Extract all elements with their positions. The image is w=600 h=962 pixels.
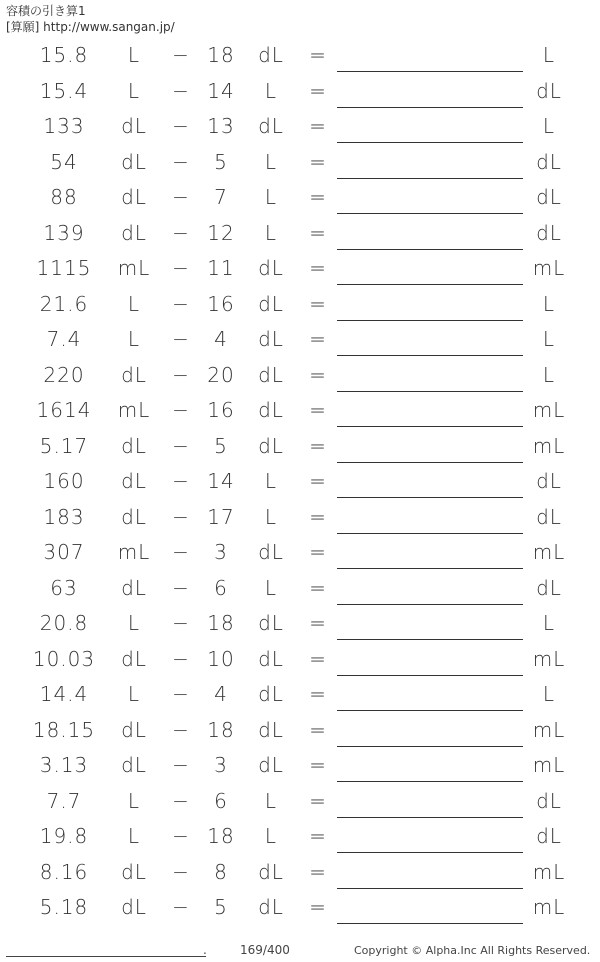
first-quantity: 5.17 — [39, 433, 89, 458]
second-unit: L — [264, 824, 278, 848]
minus-sign: − — [172, 682, 190, 706]
second-unit: dL — [258, 433, 284, 458]
second-unit: L — [264, 220, 278, 245]
second-unit: L — [264, 469, 278, 493]
first-unit: dL — [121, 433, 147, 458]
second-unit: dL — [258, 114, 284, 138]
second-quantity: 5 — [214, 149, 228, 174]
problem-row — [0, 287, 600, 323]
second-unit: dL — [258, 859, 284, 884]
worksheet-title: 容積の引き算1 — [6, 4, 86, 18]
minus-sign: − — [172, 114, 190, 138]
equals-sign: = — [309, 788, 327, 813]
minus-sign: − — [172, 433, 190, 458]
equals-sign: = — [309, 291, 327, 316]
second-quantity: 4 — [214, 682, 228, 706]
second-unit: L — [264, 788, 278, 813]
problem-row — [0, 216, 600, 252]
second-quantity: 13 — [207, 114, 235, 138]
problem-row — [0, 571, 600, 607]
second-quantity: 14 — [207, 78, 235, 103]
page-footer — [0, 942, 600, 962]
answer-unit: dL — [536, 469, 562, 493]
minus-sign: − — [172, 256, 190, 280]
equals-sign: = — [309, 220, 327, 245]
first-unit: mL — [117, 256, 151, 280]
equals-sign: = — [309, 717, 327, 742]
first-quantity: 21.6 — [39, 291, 89, 316]
minus-sign: − — [172, 753, 190, 777]
first-quantity: 3.13 — [39, 753, 89, 777]
problem-row — [0, 535, 600, 571]
equals-sign: = — [309, 540, 327, 564]
first-quantity: 183 — [43, 504, 85, 529]
answer-blank[interactable] — [337, 213, 523, 214]
minus-sign: − — [172, 895, 190, 919]
answer-blank[interactable] — [337, 817, 523, 818]
second-quantity: 17 — [207, 504, 235, 529]
problem-row — [0, 74, 600, 110]
second-quantity: 20 — [207, 362, 235, 387]
problem-row — [0, 642, 600, 678]
second-quantity: 12 — [207, 220, 235, 245]
answer-unit: mL — [532, 540, 566, 564]
answer-unit: dL — [536, 575, 562, 600]
first-unit: dL — [121, 362, 147, 387]
answer-blank[interactable] — [337, 639, 523, 640]
answer-blank[interactable] — [337, 284, 523, 285]
first-quantity: 7.4 — [46, 327, 82, 351]
answer-blank[interactable] — [337, 355, 523, 356]
equals-sign: = — [309, 753, 327, 777]
problem-row — [0, 606, 600, 642]
answer-unit: mL — [532, 398, 566, 422]
problem-row — [0, 180, 600, 216]
answer-unit: L — [542, 682, 556, 706]
answer-blank[interactable] — [337, 107, 523, 108]
equals-sign: = — [309, 646, 327, 671]
second-quantity: 6 — [214, 575, 228, 600]
minus-sign: − — [172, 78, 190, 103]
answer-unit: dL — [536, 220, 562, 245]
first-quantity: 88 — [50, 185, 78, 209]
answer-blank[interactable] — [337, 391, 523, 392]
minus-sign: − — [172, 824, 190, 848]
first-unit: dL — [121, 753, 147, 777]
problem-row — [0, 500, 600, 536]
first-unit: L — [127, 611, 141, 635]
first-quantity: 1115 — [36, 256, 92, 280]
equals-sign: = — [309, 682, 327, 706]
minus-sign: − — [172, 149, 190, 174]
equals-sign: = — [309, 504, 327, 529]
answer-blank[interactable] — [337, 604, 523, 605]
second-quantity: 18 — [207, 43, 235, 67]
answer-blank[interactable] — [337, 781, 523, 782]
first-quantity: 307 — [43, 540, 85, 564]
problem-row — [0, 890, 600, 926]
second-unit: dL — [258, 646, 284, 671]
equals-sign: = — [309, 895, 327, 919]
second-unit: L — [264, 149, 278, 174]
minus-sign: − — [172, 185, 190, 209]
answer-unit: mL — [532, 895, 566, 919]
first-unit: L — [127, 78, 141, 103]
second-unit: dL — [258, 682, 284, 706]
first-unit: dL — [121, 469, 147, 493]
first-unit: dL — [121, 114, 147, 138]
answer-unit: L — [542, 327, 556, 351]
problem-row — [0, 784, 600, 820]
answer-unit: L — [542, 114, 556, 138]
answer-blank[interactable] — [337, 426, 523, 427]
minus-sign: − — [172, 43, 190, 67]
minus-sign: − — [172, 362, 190, 387]
answer-unit: dL — [536, 824, 562, 848]
second-quantity: 11 — [207, 256, 235, 280]
equals-sign: = — [309, 256, 327, 280]
minus-sign: − — [172, 575, 190, 600]
equals-sign: = — [309, 398, 327, 422]
equals-sign: = — [309, 185, 327, 209]
second-quantity: 14 — [207, 469, 235, 493]
minus-sign: − — [172, 540, 190, 564]
first-unit: L — [127, 682, 141, 706]
answer-unit: dL — [536, 149, 562, 174]
first-unit: dL — [121, 646, 147, 671]
second-quantity: 5 — [214, 895, 228, 919]
answer-blank[interactable] — [337, 178, 523, 179]
problem-row — [0, 322, 600, 358]
first-quantity: 133 — [43, 114, 85, 138]
first-unit: dL — [121, 504, 147, 529]
first-quantity: 54 — [50, 149, 78, 174]
minus-sign: − — [172, 859, 190, 884]
first-quantity: 14.4 — [39, 682, 89, 706]
first-unit: dL — [121, 859, 147, 884]
answer-unit: L — [542, 291, 556, 316]
minus-sign: − — [172, 788, 190, 813]
first-unit: L — [127, 327, 141, 351]
equals-sign: = — [309, 824, 327, 848]
first-unit: dL — [121, 149, 147, 174]
problem-row — [0, 464, 600, 500]
first-quantity: 7.7 — [46, 788, 82, 813]
answer-unit: mL — [532, 717, 566, 742]
second-unit: dL — [258, 43, 284, 67]
problem-row — [0, 855, 600, 891]
answer-blank[interactable] — [337, 320, 523, 321]
answer-blank[interactable] — [337, 142, 523, 143]
problem-row — [0, 677, 600, 713]
equals-sign: = — [309, 149, 327, 174]
problem-row — [0, 358, 600, 394]
answer-unit: L — [542, 611, 556, 635]
answer-unit: mL — [532, 859, 566, 884]
problem-row — [0, 109, 600, 145]
answer-blank[interactable] — [337, 249, 523, 250]
minus-sign: − — [172, 611, 190, 635]
second-quantity: 16 — [207, 398, 235, 422]
answer-unit: dL — [536, 185, 562, 209]
second-quantity: 3 — [214, 753, 228, 777]
problem-row — [0, 713, 600, 749]
equals-sign: = — [309, 433, 327, 458]
equals-sign: = — [309, 362, 327, 387]
minus-sign: − — [172, 291, 190, 316]
minus-sign: − — [172, 504, 190, 529]
second-unit: dL — [258, 753, 284, 777]
second-quantity: 4 — [214, 327, 228, 351]
first-quantity: 63 — [50, 575, 78, 600]
problem-row — [0, 429, 600, 465]
equals-sign: = — [309, 327, 327, 351]
answer-blank[interactable] — [337, 675, 523, 676]
second-unit: dL — [258, 327, 284, 351]
problem-row — [0, 393, 600, 429]
first-unit: mL — [117, 540, 151, 564]
first-quantity: 15.8 — [39, 43, 89, 67]
minus-sign: − — [172, 469, 190, 493]
second-unit: dL — [258, 398, 284, 422]
equals-sign: = — [309, 859, 327, 884]
first-quantity: 5.18 — [39, 895, 89, 919]
page-number: 169/400 — [240, 943, 290, 957]
answer-unit: mL — [532, 433, 566, 458]
problem-row — [0, 748, 600, 784]
answer-unit: dL — [536, 504, 562, 529]
equals-sign: = — [309, 114, 327, 138]
second-unit: dL — [258, 895, 284, 919]
minus-sign: − — [172, 717, 190, 742]
first-unit: dL — [121, 895, 147, 919]
second-quantity: 8 — [214, 859, 228, 884]
minus-sign: − — [172, 327, 190, 351]
answer-blank[interactable] — [337, 710, 523, 711]
problem-row — [0, 38, 600, 74]
equals-sign: = — [309, 469, 327, 493]
first-quantity: 1614 — [36, 398, 92, 422]
first-quantity: 220 — [43, 362, 85, 387]
equals-sign: = — [309, 43, 327, 67]
answer-blank[interactable] — [337, 71, 523, 72]
equals-sign: = — [309, 611, 327, 635]
first-quantity: 139 — [43, 220, 85, 245]
minus-sign: − — [172, 220, 190, 245]
second-unit: dL — [258, 717, 284, 742]
minus-sign: − — [172, 398, 190, 422]
second-unit: L — [264, 78, 278, 103]
answer-unit: mL — [532, 646, 566, 671]
first-quantity: 10.03 — [32, 646, 96, 671]
second-unit: dL — [258, 540, 284, 564]
second-quantity: 5 — [214, 433, 228, 458]
answer-blank[interactable] — [337, 888, 523, 889]
problem-row — [0, 145, 600, 181]
second-quantity: 16 — [207, 291, 235, 316]
first-unit: dL — [121, 220, 147, 245]
answer-unit: dL — [536, 78, 562, 103]
problem-list — [0, 38, 600, 926]
second-quantity: 18 — [207, 611, 235, 635]
second-unit: dL — [258, 611, 284, 635]
first-quantity: 15.4 — [39, 78, 89, 103]
first-quantity: 160 — [43, 469, 85, 493]
first-quantity: 8.16 — [39, 859, 89, 884]
answer-unit: L — [542, 43, 556, 67]
answer-blank[interactable] — [337, 923, 523, 924]
minus-sign: − — [172, 646, 190, 671]
first-unit: L — [127, 788, 141, 813]
second-quantity: 10 — [207, 646, 235, 671]
first-unit: mL — [117, 398, 151, 422]
first-unit: L — [127, 43, 141, 67]
first-quantity: 18.15 — [32, 717, 96, 742]
first-unit: dL — [121, 717, 147, 742]
copyright-notice: Copyright © Alpha.Inc All Rights Reserved. — [354, 944, 591, 957]
name-line — [6, 956, 206, 957]
second-quantity: 6 — [214, 788, 228, 813]
equals-sign: = — [309, 78, 327, 103]
equals-sign: = — [309, 575, 327, 600]
footer-dot: . — [203, 943, 207, 957]
first-unit: L — [127, 824, 141, 848]
second-unit: dL — [258, 362, 284, 387]
second-quantity: 3 — [214, 540, 228, 564]
first-unit: L — [127, 291, 141, 316]
answer-blank[interactable] — [337, 497, 523, 498]
answer-unit: mL — [532, 753, 566, 777]
answer-blank[interactable] — [337, 746, 523, 747]
site-link[interactable]: [算願] http://www.sangan.jp/ — [6, 20, 175, 34]
answer-unit: mL — [532, 256, 566, 280]
second-unit: L — [264, 185, 278, 209]
first-quantity: 20.8 — [39, 611, 89, 635]
second-unit: L — [264, 575, 278, 600]
second-quantity: 18 — [207, 717, 235, 742]
answer-blank[interactable] — [337, 568, 523, 569]
answer-blank[interactable] — [337, 852, 523, 853]
first-unit: dL — [121, 575, 147, 600]
second-quantity: 18 — [207, 824, 235, 848]
answer-blank[interactable] — [337, 462, 523, 463]
answer-unit: L — [542, 362, 556, 387]
first-quantity: 19.8 — [39, 824, 89, 848]
answer-blank[interactable] — [337, 533, 523, 534]
second-unit: dL — [258, 291, 284, 316]
first-unit: dL — [121, 185, 147, 209]
second-unit: L — [264, 504, 278, 529]
answer-unit: dL — [536, 788, 562, 813]
problem-row — [0, 251, 600, 287]
second-quantity: 7 — [214, 185, 228, 209]
second-unit: dL — [258, 256, 284, 280]
problem-row — [0, 819, 600, 855]
page-header — [6, 3, 175, 35]
